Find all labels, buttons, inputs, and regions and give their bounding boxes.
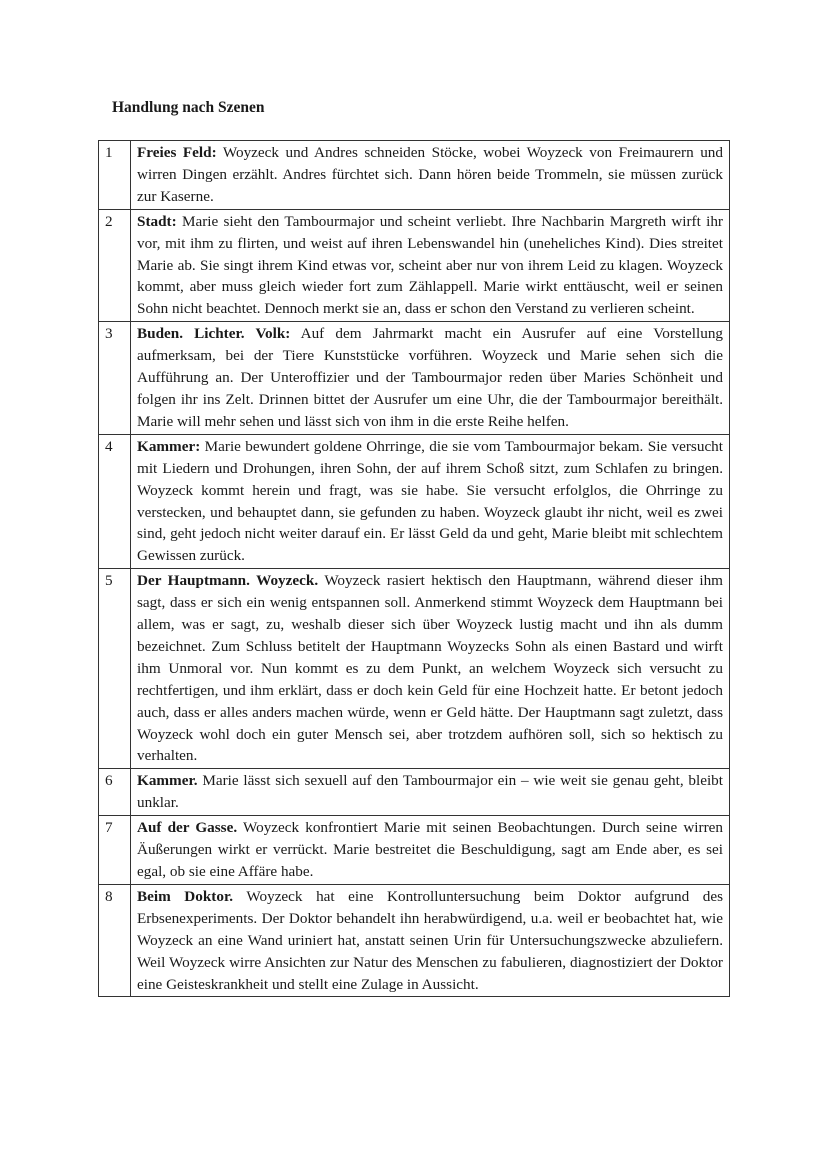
table-row (99, 322, 730, 435)
scene-number: 6 (99, 769, 131, 816)
scene-title: Beim Doktor. (137, 887, 234, 905)
scene-description (131, 434, 730, 568)
table-row (99, 434, 730, 568)
table-row (99, 769, 730, 816)
scene-description (131, 816, 730, 885)
scene-text: Woyzeck und Andres schneiden Stöcke, wobei Woyzeck von Freimaurern und wirren Dingen erzählt. Andres fürchtet sich. Dann hören beide Trommeln, sie müssen zurück zur Kaserne. (137, 144, 723, 205)
scene-text: Woyzeck konfrontiert Marie mit seinen Beobachtungen. Durch seine wirren Äußerungen wirkt er verrückt. Marie bestreitet die Beschuldigung, sagt am Ende aber, es sei egal, ob sie eine Affäre habe. (137, 819, 723, 880)
scene-text: Marie bewundert goldene Ohrringe, die sie vom Tambourmajor bekam. Sie versucht mit Liedern und Drohungen, ihren Sohn, der auf ihrem Schoß sitzt, zum Schlafen zu bringen. Woyzeck kommt herein und fragt, was sie habe. Sie versucht erfolglos, die Ohrringe zu verstecken, und behauptet dann, sie gefunden zu haben. Woyzeck glaubt ihr nicht, weil es zwei sind, geht jedoch nicht weiter darauf ein. Er lässt Geld da und geht, Marie bleibt mit schlechtem Gewissen zurück. (137, 437, 723, 565)
table-row (99, 816, 730, 885)
scene-description (131, 209, 730, 322)
scene-text: Woyzeck rasiert hektisch den Hauptmann, während dieser ihm sagt, dass er sich ein wenig entspannen soll. Anmerkend stimmt Woyzeck dem Hauptmann bei allem, was er sagt, zu, weshalb dieser sich über Woyzeck lustig macht und ihn als dumm bezeichnet. Zum Schluss betitelt der Hauptmann Woyzecks Sohn als einen Bastard und wirft ihm Unmoral vor. Nun kommt es zu dem Punkt, an welchem Woyzeck sich versucht zu rechtfertigen, und ihm erklärt, dass er doch kein Geld für eine Hochzeit hatte. Er betont jedoch auch, dass er alles anders machen würde, wenn er Geld hätte. Der Hauptmann sagt zuletzt, dass Woyzeck wohl doch ein guter Mensch sei, aber trotzdem aufhören soll, sich so hektisch zu verhalten. (137, 572, 723, 765)
scene-description (131, 884, 730, 997)
scene-title: Kammer. (137, 772, 198, 790)
scene-number: 2 (99, 209, 131, 322)
scene-number: 1 (99, 141, 131, 210)
table-row (99, 209, 730, 322)
table-row (99, 141, 730, 210)
scene-text: Auf dem Jahrmarkt macht ein Ausrufer auf eine Vorstellung aufmerksam, bei der Tiere Kunststücke vorführen. Woyzeck und Marie sehen sich die Aufführung an. Der Unteroffizier und der Tambourmajor reden über Maries Schönheit und folgen ihr ins Zelt. Drinnen bittet der Ausrufer um eine Uhr, die der Tambourmajor bereithält. Marie will mehr sehen und lässt sich von ihm in die erste Reihe helfen. (137, 325, 724, 430)
scenes-table (98, 140, 730, 997)
scene-text: Marie lässt sich sexuell auf den Tambourmajor ein – wie weit sie genau geht, bleibt unklar. (137, 772, 723, 812)
table-row (99, 884, 730, 997)
scene-title: Auf der Gasse. (137, 819, 238, 837)
scene-number: 3 (99, 322, 131, 435)
scene-title: Der Hauptmann. Woyzeck. (137, 572, 319, 590)
scene-number: 5 (99, 569, 131, 769)
scene-title: Buden. Lichter. Volk: (137, 325, 291, 343)
scene-number: 8 (99, 884, 131, 997)
scene-description (131, 322, 730, 435)
scene-text: Marie sieht den Tambourmajor und scheint verliebt. Ihre Nachbarin Margreth wirft ihr vor, mit ihm zu flirten, und weist auf ihren Lebenswandel hin (uneheliches Kind). Dies streitet Marie ab. Sie singt ihrem Kind etwas vor, scheint aber nur von ihrem Leid zu klagen. Woyzeck kommt, aber muss gleich wieder fort zum Zählappell. Marie wirkt enttäuscht, weil er seinen Sohn nicht beachtet. Dennoch merkt sie an, dass er schon den Verstand zu verlieren scheint. (137, 212, 723, 318)
page-title: Handlung nach Szenen (112, 99, 265, 116)
scene-number: 4 (99, 434, 131, 568)
scene-title: Freies Feld: (137, 144, 217, 161)
scene-title: Stadt: (137, 212, 177, 230)
scene-text: Woyzeck hat eine Kontrolluntersuchung beim Doktor aufgrund des Erbsenexperiments. Der Doktor behandelt ihn herabwürdigend, u.a. weil er beobachtet hat, wie Woyzeck an eine Wand uriniert hat, anstatt seinen Urin für Untersuchungszwecke abzuliefern. Weil Woyzeck wirre Ansichten zur Natur des Menschen zu fabulieren, diagnostiziert der Doktor eine Geisteskrankheit und stellt eine Zulage in Aussicht. (137, 887, 724, 993)
table-row (99, 569, 730, 769)
scene-number: 7 (99, 816, 131, 885)
scene-description (131, 141, 730, 210)
scene-title: Kammer: (137, 437, 201, 455)
scene-description (131, 569, 730, 769)
scene-description (131, 769, 730, 816)
